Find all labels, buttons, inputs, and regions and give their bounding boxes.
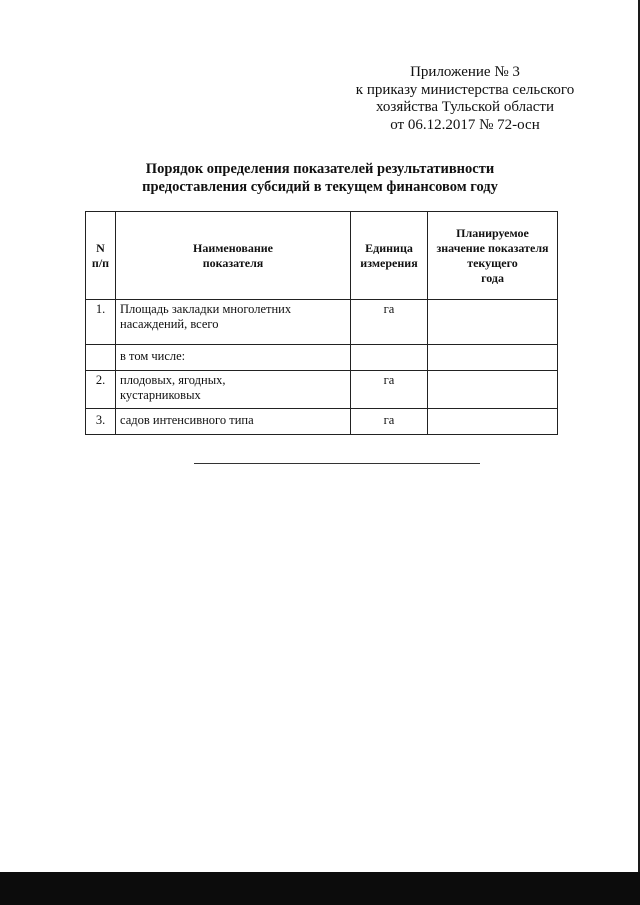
scan-edge-bottom bbox=[0, 872, 640, 905]
header-num: N п/п bbox=[86, 212, 116, 300]
row-unit: га bbox=[351, 371, 428, 409]
table-row bbox=[86, 409, 558, 435]
row-num: 1. bbox=[86, 300, 116, 345]
row-num: 2. bbox=[86, 371, 116, 409]
title-line-2: предоставления субсидий в текущем финансовом году bbox=[142, 179, 498, 195]
indicators-table bbox=[85, 211, 558, 435]
table-row bbox=[86, 371, 558, 409]
row-name: плодовых, ягодных, кустарниковых bbox=[116, 371, 351, 409]
row-name: Площадь закладки многолетних насаждений, всего bbox=[116, 300, 351, 345]
header-unit: Единица измерения bbox=[351, 212, 428, 300]
table-row bbox=[86, 300, 558, 345]
row-planned-value bbox=[428, 409, 558, 435]
row-unit: га bbox=[351, 409, 428, 435]
header-planned-value: Планируемое значение показателя текущего года bbox=[428, 212, 558, 300]
row-name: садов интенсивного типа bbox=[116, 409, 351, 435]
row-planned-value bbox=[428, 371, 558, 409]
appendix-date-number: от 06.12.2017 № 72-осн bbox=[390, 116, 540, 133]
row-unit: га bbox=[351, 300, 428, 345]
row-planned-value bbox=[428, 300, 558, 345]
title-line-1: Порядок определения показателей результативности bbox=[145, 161, 495, 177]
table-header-row bbox=[86, 212, 558, 300]
row-planned-value bbox=[428, 345, 558, 371]
closing-separator-line bbox=[194, 463, 480, 464]
appendix-order-ref: к приказу министерства сельского bbox=[355, 81, 575, 98]
row-num: 3. bbox=[86, 409, 116, 435]
appendix-ministry: хозяйства Тульской области bbox=[376, 99, 554, 115]
table-row bbox=[86, 345, 558, 371]
appendix-number: Приложение № 3 bbox=[410, 64, 520, 80]
header-name: Наименование показателя bbox=[116, 212, 351, 300]
row-unit bbox=[351, 345, 428, 371]
document-title bbox=[80, 160, 560, 196]
row-name: в том числе: bbox=[116, 345, 351, 371]
row-num bbox=[86, 345, 116, 371]
appendix-header bbox=[340, 64, 590, 134]
